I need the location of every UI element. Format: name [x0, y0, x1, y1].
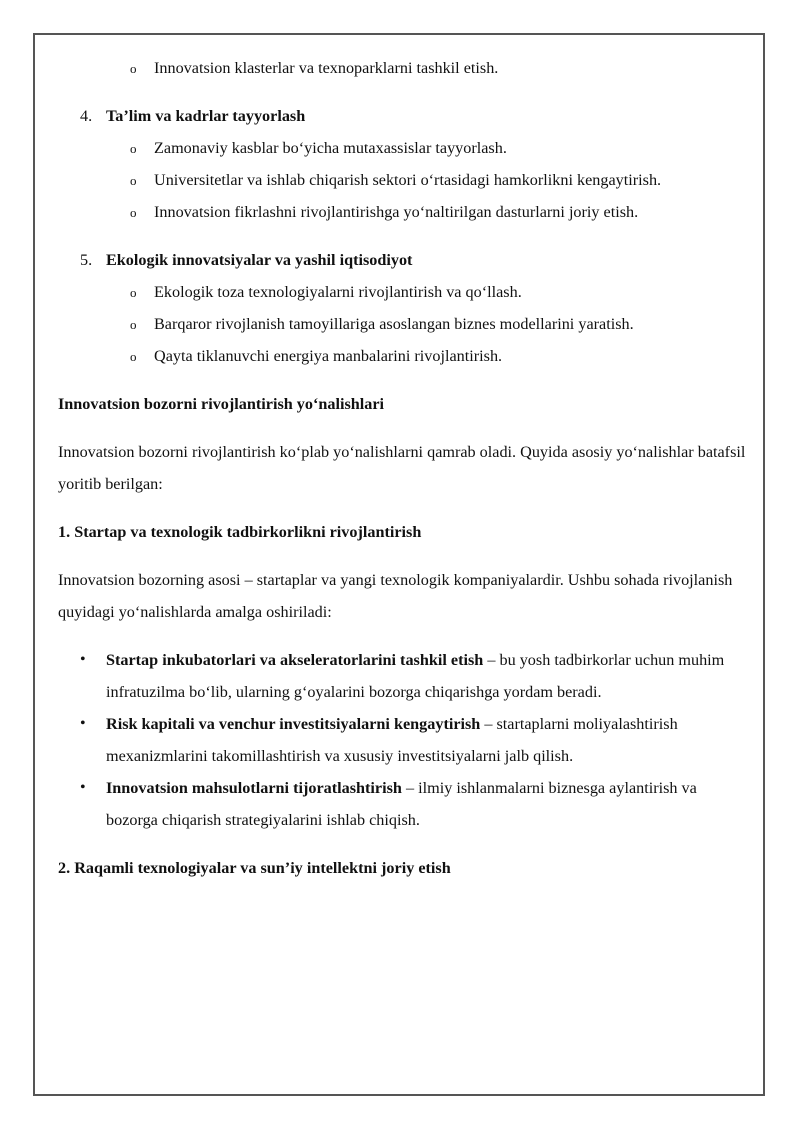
startup-bullet-list — [58, 644, 748, 836]
list-item: • Innovatsion mahsulotlarni tijoratlashtirish – ilmiy ishlanmalarni biznesga aylantirish va bozorga chiqarish strategiyalarini ishlab chiqish. — [58, 772, 748, 836]
heading-digital: 2. Raqamli texnologiyalar va sun’iy intellektni joriy etish — [58, 859, 451, 877]
section-5-title: 5. Ekologik innovatsiyalar va yashil iqtisodiyot — [80, 251, 413, 269]
list-item: o Innovatsion fikrlashni rivojlantirishga yo‘naltirilgan dasturlarni joriy etish. — [58, 196, 748, 228]
circle-bullet-icon: o — [130, 349, 137, 364]
list-item: o Innovatsion klasterlar va texnoparklarni tashkil etish. — [58, 52, 748, 84]
list-item: • Startap inkubatorlari va akseleratorlarini tashkil etish – bu yosh tadbirkorlar uchun muhim infratuzilma bo‘lib, ularning g‘oyalarini bozorga chiqarishga yordam beradi. — [58, 644, 748, 708]
bullet-icon: • — [80, 779, 86, 796]
paragraph-directions: Innovatsion bozorni rivojlantirish ko‘plab yo‘nalishlarni qamrab oladi. Quyida asosiy yo‘nalishlar batafsil yoritib berilgan: — [58, 443, 746, 493]
bullet-icon: • — [80, 651, 86, 668]
list-item: • Risk kapitali va venchur investitsiyalarni kengaytirish – startaplarni moliyalashtirish mexanizmlarini takomillashtirish va xususiy investitsiyalarni jalb qilish. — [58, 708, 748, 772]
paragraph-startup: Innovatsion bozorning asosi – startaplar va yangi texnologik kompaniyalardir. Ushbu sohada rivojlanish quyidagi yo‘nalishlarda amalga oshiriladi: — [58, 571, 733, 621]
section-4-title: 4. Ta’lim va kadrlar tayyorlash — [80, 107, 306, 125]
bullet-icon: • — [80, 715, 86, 732]
list-item: o Ekologik toza texnologiyalarni rivojlantirish va qo‘llash. — [58, 276, 748, 308]
list-item: o Barqaror rivojlanish tamoyillariga asoslangan biznes modellarini yaratish. — [58, 308, 748, 340]
circle-bullet-icon: o — [130, 285, 137, 300]
heading-startup: 1. Startap va texnologik tadbirkorlikni rivojlantirish — [58, 523, 422, 541]
circle-bullet-icon: o — [130, 141, 137, 156]
section-5-list — [58, 276, 748, 372]
circle-bullet-icon: o — [130, 205, 137, 220]
list-item: o Qayta tiklanuvchi energiya manbalarini rivojlantirish. — [58, 340, 748, 372]
heading-directions: Innovatsion bozorni rivojlantirish yo‘nalishlari — [58, 395, 385, 413]
circle-bullet-icon: o — [130, 61, 137, 76]
circle-bullet-icon: o — [130, 173, 137, 188]
section-4-list — [58, 132, 748, 228]
list-item: o Zamonaviy kasblar bo‘yicha mutaxassislar tayyorlash. — [58, 132, 748, 164]
circle-bullet-icon: o — [130, 317, 137, 332]
document-body — [58, 52, 748, 884]
top-sub-list — [58, 52, 748, 84]
list-item: o Universitetlar va ishlab chiqarish sektori o‘rtasidagi hamkorlikni kengaytirish. — [58, 164, 748, 196]
